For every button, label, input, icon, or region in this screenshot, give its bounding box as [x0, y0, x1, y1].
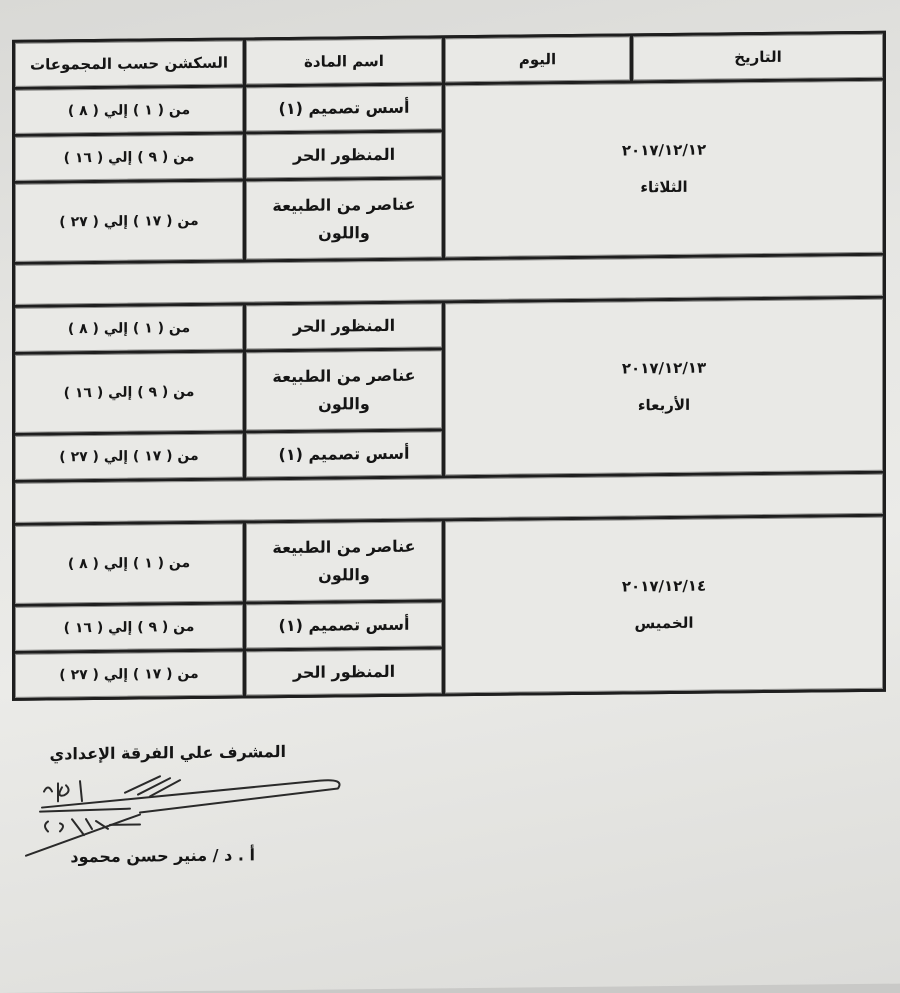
day-date-cell: [445, 517, 883, 694]
subject-cell: عناصر من الطبيعة واللون: [246, 350, 442, 430]
header-day-label: اليوم: [518, 50, 557, 69]
exam-schedule-table: [12, 31, 886, 701]
sections-cell: من ( ٩ ) إلي ( ١٦ ): [15, 604, 243, 650]
exam-date: ٢٠١٧/١٢/١٢: [621, 140, 707, 159]
supervisor-title: المشرف علي الفرقة الإعدادي: [49, 742, 286, 764]
subject-cell: عناصر من الطبيعة واللون: [246, 179, 442, 259]
signer-name: أ . د / منير حسن محمود: [70, 845, 255, 867]
subject-cell: المنظور الحر: [246, 303, 442, 349]
sections-cell: من ( ١ ) إلي ( ٨ ): [15, 523, 243, 603]
exam-day: الخميس: [634, 613, 694, 633]
sections-cell: من ( ٩ ) إلي ( ١٦ ): [15, 352, 243, 432]
sections-cell: من ( ٩ ) إلي ( ١٦ ): [15, 134, 243, 180]
exam-date: ٢٠١٧/١٢/١٤: [621, 576, 707, 595]
exam-date: ٢٠١٧/١٢/١٣: [621, 358, 707, 377]
sections-cell: من ( ١ ) إلي ( ٨ ): [15, 305, 243, 351]
separator-row: [15, 474, 883, 523]
exam-day: الثلاثاء: [640, 177, 688, 197]
sections-cell: من ( ١٧ ) إلي ( ٢٧ ): [15, 433, 243, 479]
header-date: [633, 34, 883, 81]
exam-day: الأربعاء: [637, 395, 691, 415]
sections-cell: من ( ١٧ ) إلي ( ٢٧ ): [15, 181, 243, 261]
separator-row: [15, 256, 883, 305]
header-subject: [246, 38, 442, 84]
header-subject-label: اسم المادة: [304, 51, 384, 71]
sections-cell: من ( ١ ) إلي ( ٨ ): [15, 87, 243, 133]
day-date-cell: [445, 299, 883, 476]
header-sections: [15, 40, 243, 86]
subject-cell: أسس تصميم (١): [246, 85, 442, 131]
subject-cell: أسس تصميم (١): [246, 431, 442, 477]
subject-cell: أسس تصميم (١): [246, 602, 442, 648]
day-date-cell: [445, 81, 883, 258]
subject-cell: عناصر من الطبيعة واللون: [246, 521, 442, 601]
subject-cell: المنظور الحر: [246, 132, 442, 178]
header-day: [445, 36, 630, 82]
header-date-label: التاريخ: [734, 47, 782, 67]
sections-cell: من ( ١٧ ) إلي ( ٢٧ ): [15, 651, 243, 697]
header-sections-label: السكشن حسب المجموعات: [30, 53, 228, 74]
subject-cell: المنظور الحر: [246, 649, 442, 695]
